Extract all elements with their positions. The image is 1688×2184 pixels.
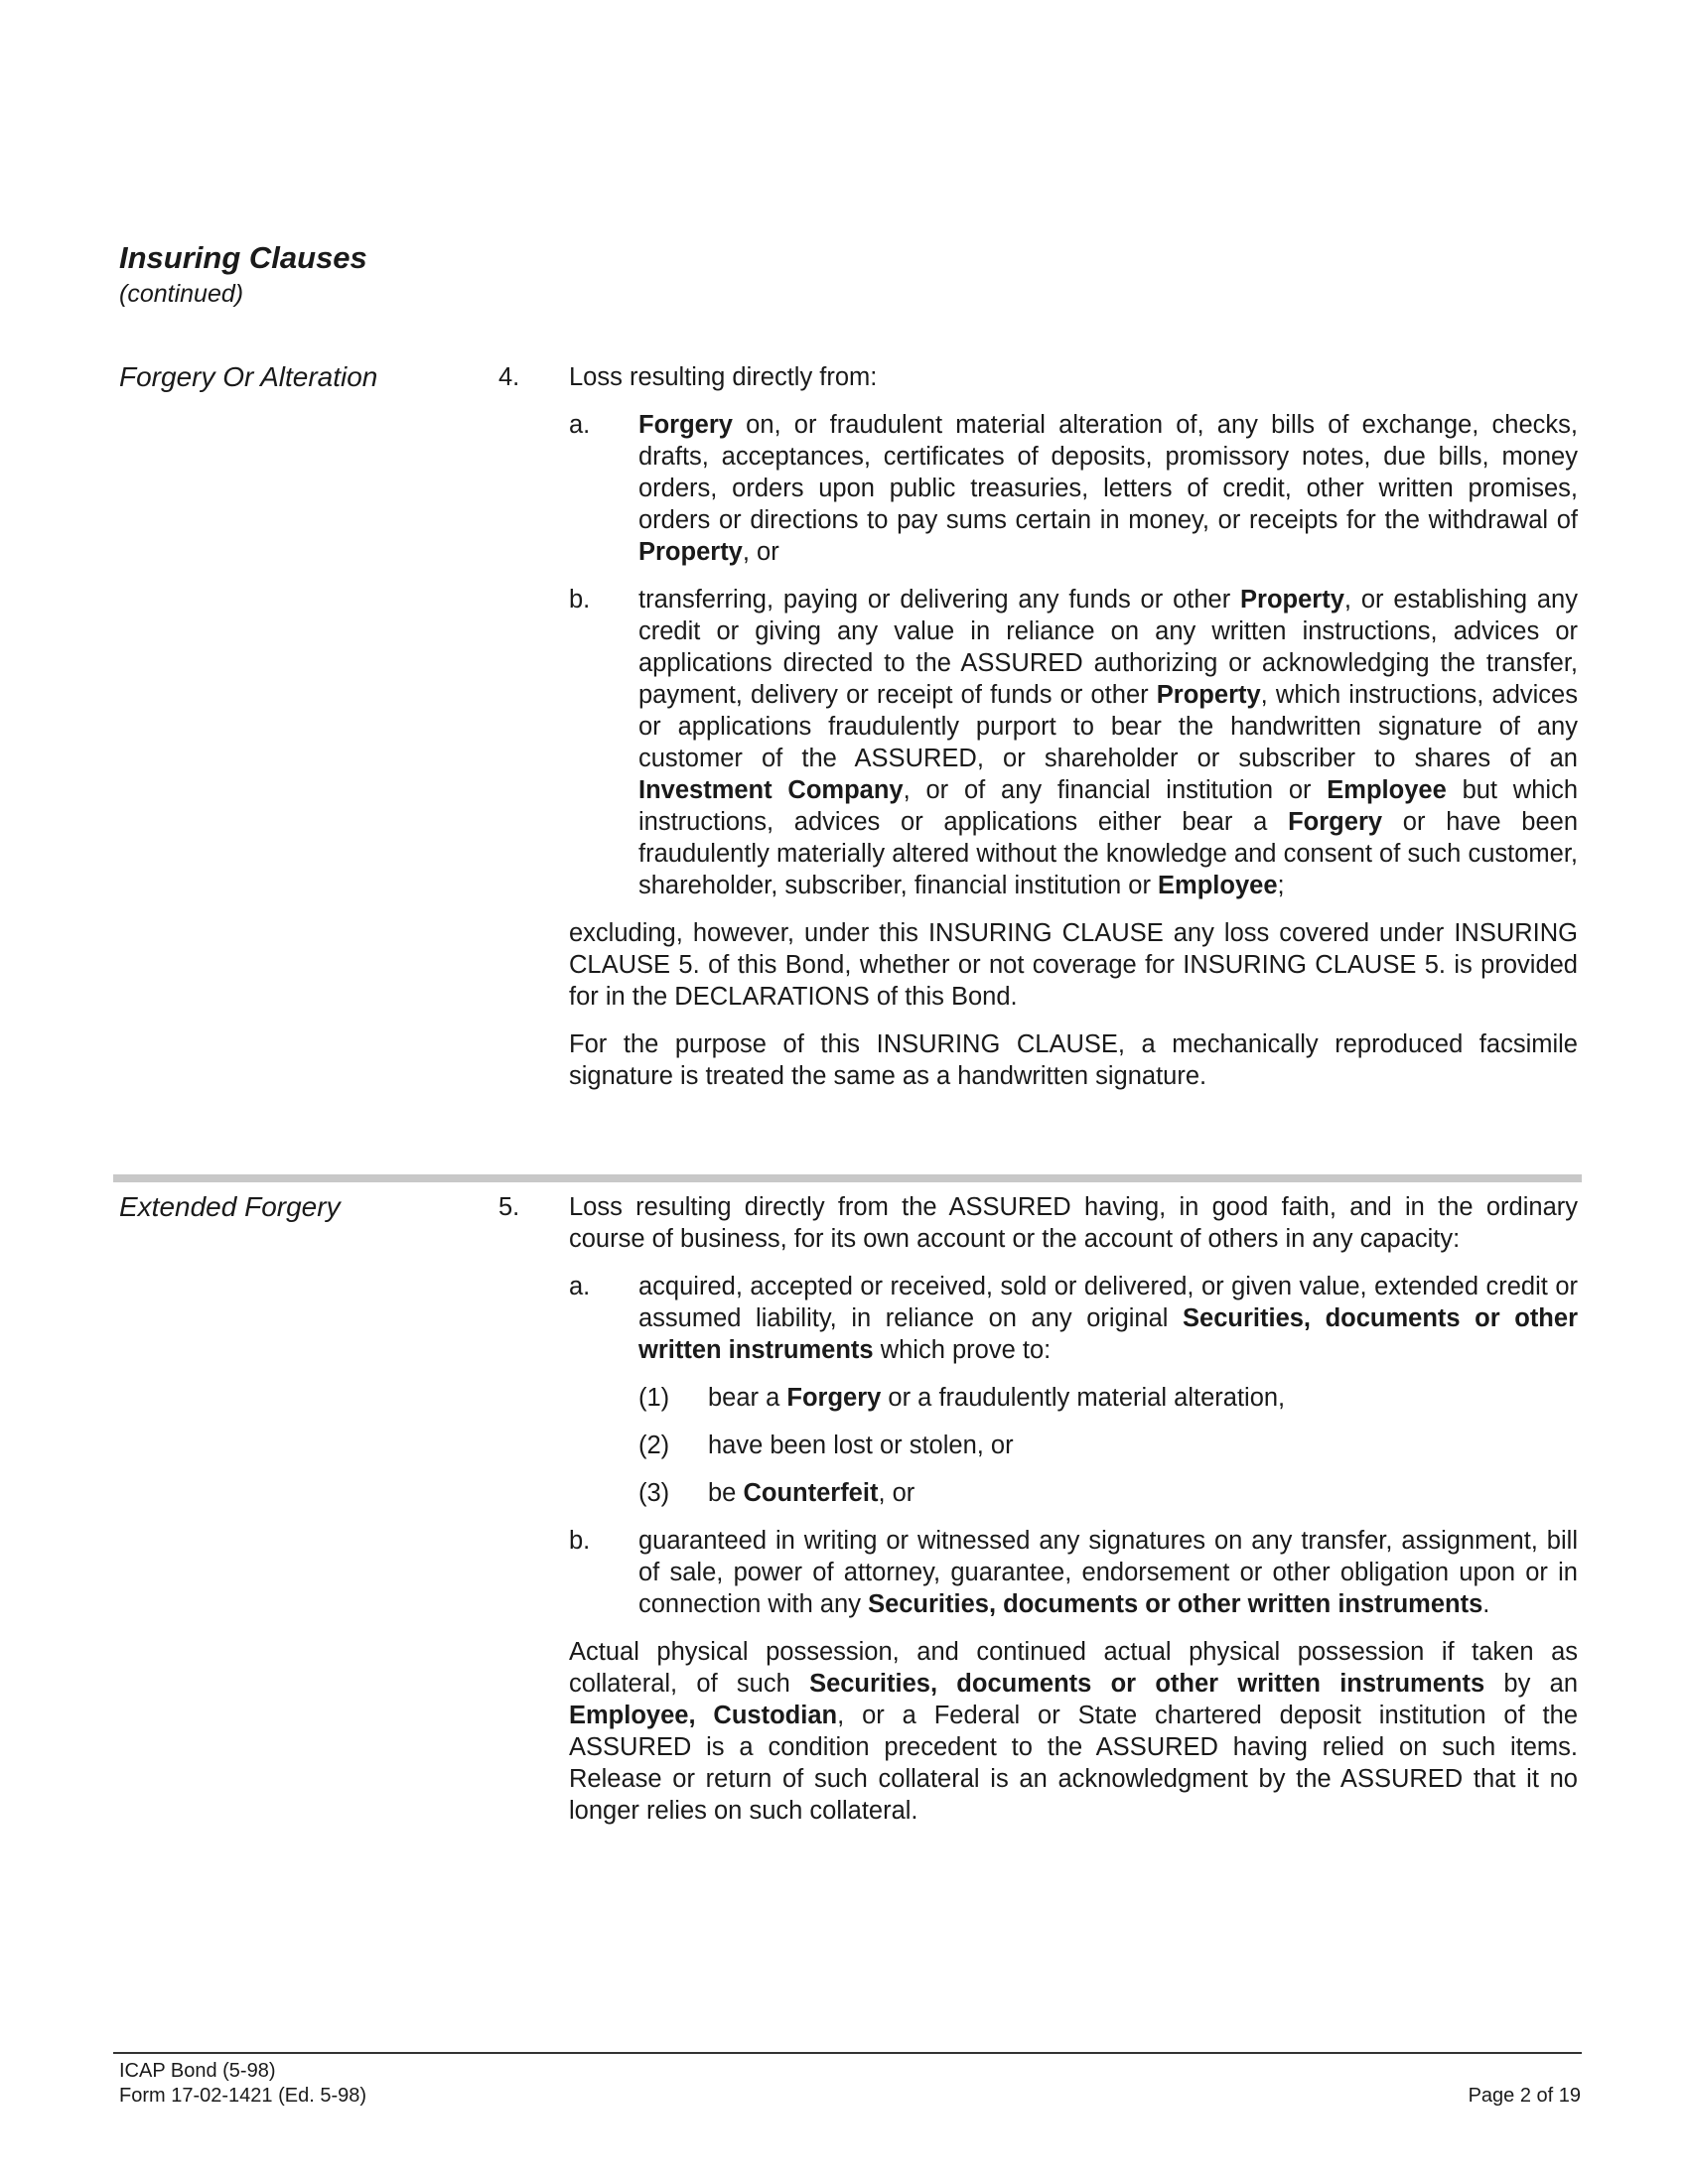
clause-text: which prove to:	[873, 1336, 1052, 1364]
item-marker: b.	[569, 1527, 591, 1555]
clause-4-item-a	[569, 409, 1578, 568]
clause-text: or a fraudulently material alteration,	[881, 1384, 1286, 1412]
clause-5-heading: Extended Forgery	[119, 1191, 341, 1222]
clause-4-intro: Loss resulting directly from:	[569, 363, 878, 391]
defined-term: Employee	[1158, 872, 1278, 899]
clause-text: , or	[742, 538, 779, 566]
clause-text: bear a	[708, 1384, 787, 1412]
item-marker: b.	[569, 586, 591, 614]
item-marker: (3)	[638, 1479, 670, 1507]
item-marker: (1)	[638, 1384, 670, 1412]
clause-5-item-a	[569, 1271, 1578, 1366]
clause-text: , or	[878, 1479, 915, 1507]
clause-text: ;	[1277, 872, 1285, 899]
defined-term: Investment Company	[638, 776, 904, 804]
clause-text: be	[708, 1479, 744, 1507]
defined-term: Securities, documents or other written instruments	[638, 1304, 1578, 1364]
clause-5-item-a-2	[569, 1430, 1578, 1461]
clause-5-item-a-1	[569, 1382, 1578, 1414]
defined-term: Counterfeit	[743, 1479, 879, 1507]
clause-text: , or establishing any credit or giving any value in reliance on any written instructions, advices or applications directed to the ASSURED authorizing or acknowledging the transfer, payment, delivery or receipt of funds or other	[638, 586, 1578, 709]
clause-4-item-b	[569, 584, 1578, 901]
clause-text: but which instructions, advices or applications either bear a	[638, 776, 1579, 836]
clause-text: , or a Federal or State chartered deposit institution of the ASSURED is a condition precedent to the ASSURED having relied on such items. Release or return of such collateral is an acknowledgment by the ASSURED that it no longer relies on such collateral.	[569, 1702, 1578, 1825]
defined-term: Property	[638, 538, 743, 566]
section-divider	[113, 1174, 1582, 1182]
clause-text: transferring, paying or delivering any funds or other	[638, 586, 1241, 614]
clause-text: or have been fraudulently materially altered without the knowledge and consent of such customer, shareholder, subscriber, financial institution or	[638, 808, 1579, 899]
clause-4-number: 4.	[498, 363, 520, 391]
clause-text: , which instructions, advices or applications fraudulently purport to bear the handwritten signature of any customer of the ASSURED, or shareholder or subscriber to shares of an	[638, 681, 1578, 772]
clause-text: , or of any financial institution or	[903, 776, 1328, 804]
footer-form-info	[119, 2059, 366, 2109]
clause-text: by an	[1484, 1670, 1578, 1698]
clause-text: Actual physical possession, and continued actual physical possession if taken as collateral, of such	[569, 1638, 1578, 1698]
clause-5-number: 5.	[498, 1193, 520, 1221]
clause-5-intro: Loss resulting directly from the ASSURED having, in good faith, and in the ordinary course of business, for its own account or the account of others in any capacity:	[569, 1193, 1578, 1253]
page-number: Page 2 of 19	[1468, 2085, 1581, 2107]
clause-5-body	[569, 1191, 1578, 1843]
defined-term: Employee	[1327, 776, 1447, 804]
footer-bond-name: ICAP Bond (5-98)	[119, 2060, 276, 2082]
clause-4-body	[569, 361, 1578, 1108]
clause-5-possession	[569, 1636, 1578, 1827]
clause-text: have been lost or stolen, or	[708, 1432, 1014, 1459]
defined-term: Property	[1156, 681, 1261, 709]
clause-5-item-b	[569, 1525, 1578, 1620]
defined-term: Property	[1240, 586, 1344, 614]
page-subtitle: (continued)	[119, 280, 244, 308]
clause-text: acquired, accepted or received, sold or delivered, or given value, extended credit or assumed liability, in reliance on any original	[638, 1273, 1578, 1332]
defined-term: Securities, documents or other written instruments	[868, 1590, 1483, 1618]
page-title: Insuring Clauses	[119, 240, 367, 275]
defined-term: Employee, Custodian	[569, 1702, 838, 1729]
clause-4-heading: Forgery Or Alteration	[119, 361, 378, 392]
clause-text: .	[1482, 1590, 1490, 1618]
clause-text: on, or fraudulent material alteration of, any bills of exchange, checks, drafts, acceptances, certificates of deposits, promissory notes, due bills, money orders, orders upon public treasuries, letters of credit, other written promises, orders or directions to pay sums certain in money, or receipts for the withdrawal of	[638, 411, 1578, 534]
clause-4-exclusion: excluding, however, under this INSURING CLAUSE any loss covered under INSURING CLAUSE 5. of this Bond, whether or not coverage for INSURING CLAUSE 5. is provided for in the DECLARATIONS of this Bond.	[569, 919, 1578, 1011]
defined-term: Forgery	[638, 411, 733, 439]
defined-term: Securities, documents or other written instruments	[809, 1670, 1485, 1698]
footer-form-number: Form 17-02-1421 (Ed. 5-98)	[119, 2085, 367, 2107]
defined-term: Forgery	[1288, 808, 1383, 836]
clause-text: guaranteed in writing or witnessed any signatures on any transfer, assignment, bill of sale, power of attorney, guarantee, endorsement or other obligation upon or in connection with any	[638, 1527, 1578, 1618]
footer-rule	[113, 2052, 1582, 2054]
clause-5-item-a-3	[569, 1477, 1578, 1509]
item-marker: a.	[569, 1273, 591, 1300]
item-marker: a.	[569, 411, 591, 439]
item-marker: (2)	[638, 1432, 670, 1459]
clause-4-purpose: For the purpose of this INSURING CLAUSE, a mechanically reproduced facsimile signature is treated the same as a handwritten signature.	[569, 1030, 1578, 1090]
defined-term: Forgery	[786, 1384, 882, 1412]
